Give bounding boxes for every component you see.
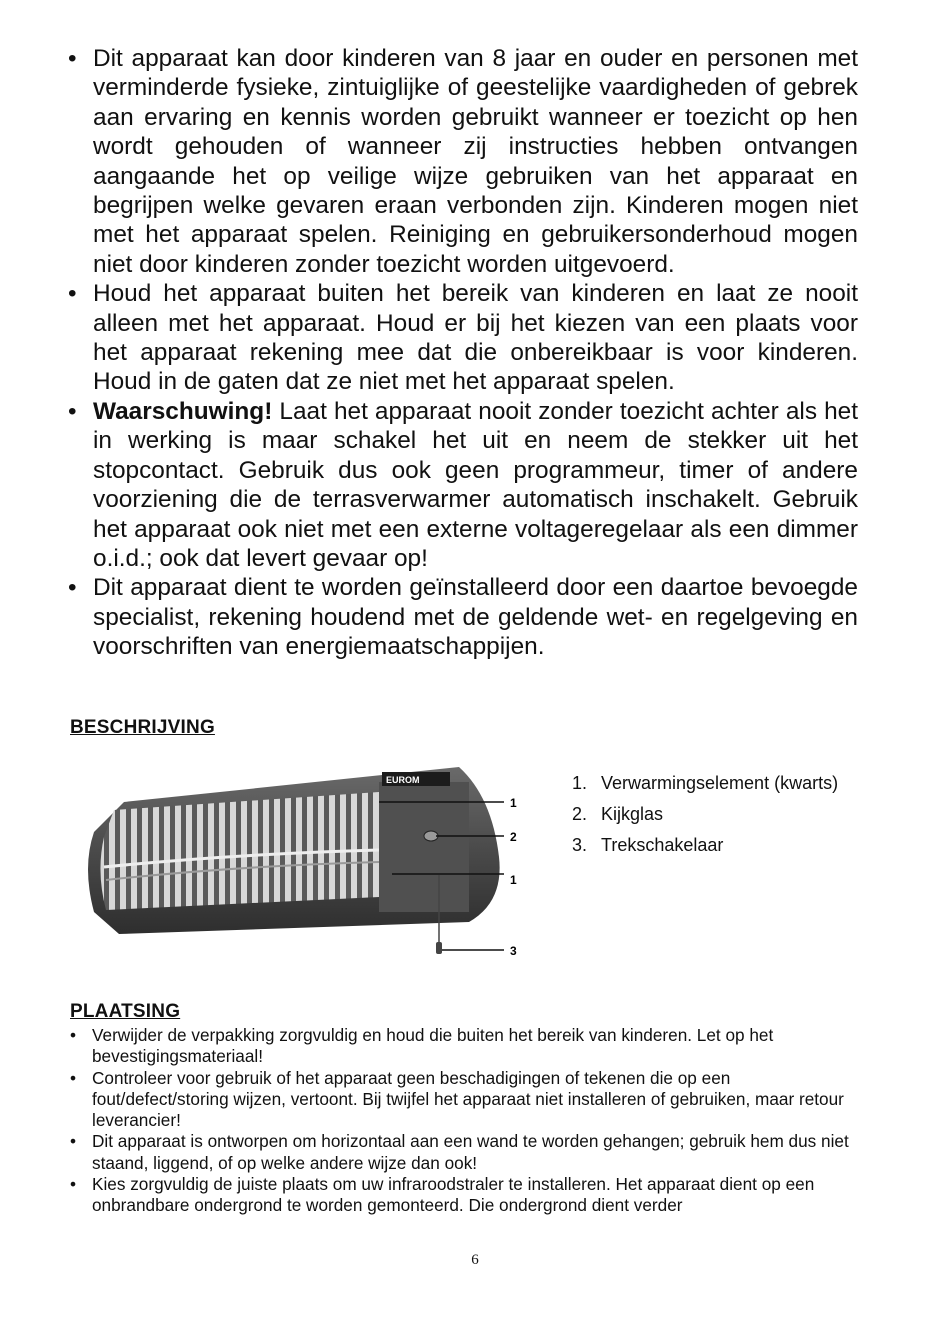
pull-cord-handle — [436, 942, 442, 954]
placement-bullet: • Controleer voor gebruik of het apparaat geen beschadigingen of tekenen die op een fout/defect/storing wijzen, vertoont. Bij twijfel het apparaat niet installeren of gebruiken, maar retour leverancier! — [70, 1068, 854, 1132]
callout-number: 1 — [510, 796, 517, 810]
warning-label: Waarschuwing! — [93, 397, 273, 425]
page-number: 6 — [471, 1252, 479, 1268]
placement-bullet: • Verwijder de verpakking zorgvuldig en houd die buiten het bereik van kinderen. Let op het bevestigingsmateriaal! — [70, 1025, 854, 1068]
callout-number: 3 — [510, 944, 517, 958]
part-item: 1. Verwarmingselement (kwarts) — [572, 773, 839, 793]
part-item: 3. Trekschakelaar — [572, 835, 724, 855]
safety-bullet: • Dit apparaat dient te worden geïnstalleerd door een daartoe bevoegde specialist, rekening houdend met de geldende wet- en regelgeving en voorschriften van energiemaatschappijen. — [68, 573, 858, 661]
placement-bullet: • Kies zorgvuldig de juiste plaats om uw infraroodstraler te installeren. Het apparaat dient op een onbrandbare ondergrond te worden gemonteerd. Die ondergrond dient verder — [70, 1174, 854, 1217]
safety-bullet: • Houd het apparaat buiten het bereik van kinderen en laat ze nooit alleen met het apparaat. Houd er bij het kiezen van een plaats voor het apparaat rekening mee dat die onbereikbaar is voor kinderen. Houd in de gaten dat ze niet met het apparaat spelen. — [68, 279, 858, 397]
placement-heading: PLAATSING — [70, 1001, 181, 1022]
heater-illustration — [74, 762, 534, 962]
safety-bullet: • Waarschuwing! Laat het apparaat nooit zonder toezicht achter als het in werking is maar schakel het uit en neem de stekker uit het stopcontact. Gebruik dus ook geen programmeur, timer of andere voorziening die de terrasverwarmer automatisch inschakelt. Gebruik het apparaat ook niet met een externe voltageregelaar als een dimmer o.i.d.; ook dat levert gevaar op! — [68, 397, 858, 573]
callout-number: 2 — [510, 830, 517, 844]
sight-glass — [424, 831, 438, 841]
safety-bullet: • Dit apparaat kan door kinderen van 8 jaar en ouder en personen met verminderde fysieke, zintuiglijke of geestelijke vaardigheden of gebrek aan ervaring en kennis worden gebruikt wanneer er toezicht op hen wordt gehouden of wanneer zij instructies hebben ontvangen aangaande het op veilige wijze gebruiken van het apparaat en begrijpen welke gevaren eraan verbonden zijn. Kinderen mogen niet met het apparaat spelen. Reiniging en gebruikersonderhoud mogen niet door kinderen zonder toezicht worden uitgevoerd. — [68, 44, 858, 279]
placement-bullet: • Dit apparaat is ontworpen om horizontaal aan een wand te worden gehangen; gebruik hem dus niet staand, liggend, of op welke andere wijze dan ook! — [70, 1131, 854, 1174]
parts-list — [572, 768, 852, 861]
placement-bullet-list — [70, 1025, 854, 1217]
brand-logo: EUROM — [386, 775, 420, 785]
part-item: 2. Kijkglas — [572, 804, 664, 824]
safety-bullet-list — [68, 44, 858, 662]
callout-number: 1 — [510, 873, 517, 887]
heater-drawing — [74, 762, 534, 962]
description-heading: BESCHRIJVING — [70, 717, 215, 738]
